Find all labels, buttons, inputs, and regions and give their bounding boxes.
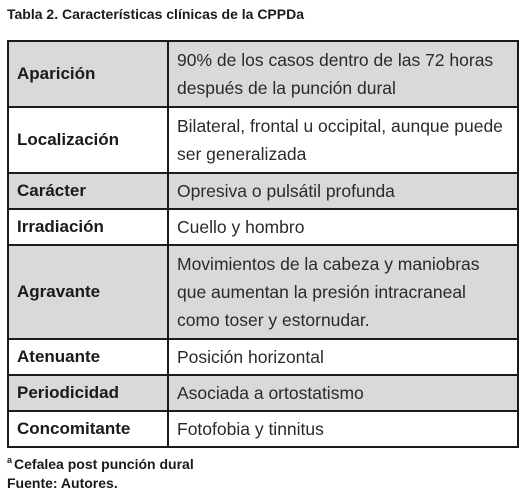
row-label: Irradiación [8,209,168,245]
row-label: Carácter [8,173,168,209]
row-value: Movimientos de la cabeza y maniobras que aumentan la presión intracraneal como toser y estornudar. [168,245,518,339]
row-value: Opresiva o pulsátil profunda [168,173,518,209]
clinical-characteristics-table [7,40,519,448]
table-row [8,339,518,375]
row-label: Concomitante [8,411,168,447]
table-caption: Tabla 2. Características clínicas de la CPPDa [7,6,305,22]
table-row [8,209,518,245]
footnote-marker: a [7,455,13,465]
table-row [8,411,518,447]
footnote [7,456,194,472]
row-value: Posición horizontal [168,339,518,375]
source-note: Fuente: Autores. [7,475,118,491]
row-value: 90% de los casos dentro de las 72 horas después de la punción dural [168,41,518,107]
table-row [8,173,518,209]
table-row [8,41,518,107]
table-row [8,107,518,173]
table-row [8,245,518,339]
row-label: Periodicidad [8,375,168,411]
row-label: Atenuante [8,339,168,375]
table-row [8,375,518,411]
row-value: Asociada a ortostatismo [168,375,518,411]
row-value: Bilateral, frontal u occipital, aunque puede ser generalizada [168,107,518,173]
row-label: Agravante [8,245,168,339]
row-value: Fotofobia y tinnitus [168,411,518,447]
row-label: Localización [8,107,168,173]
row-value: Cuello y hombro [168,209,518,245]
row-label: Aparición [8,41,168,107]
footnote-text: Cefalea post punción dural [14,456,194,472]
